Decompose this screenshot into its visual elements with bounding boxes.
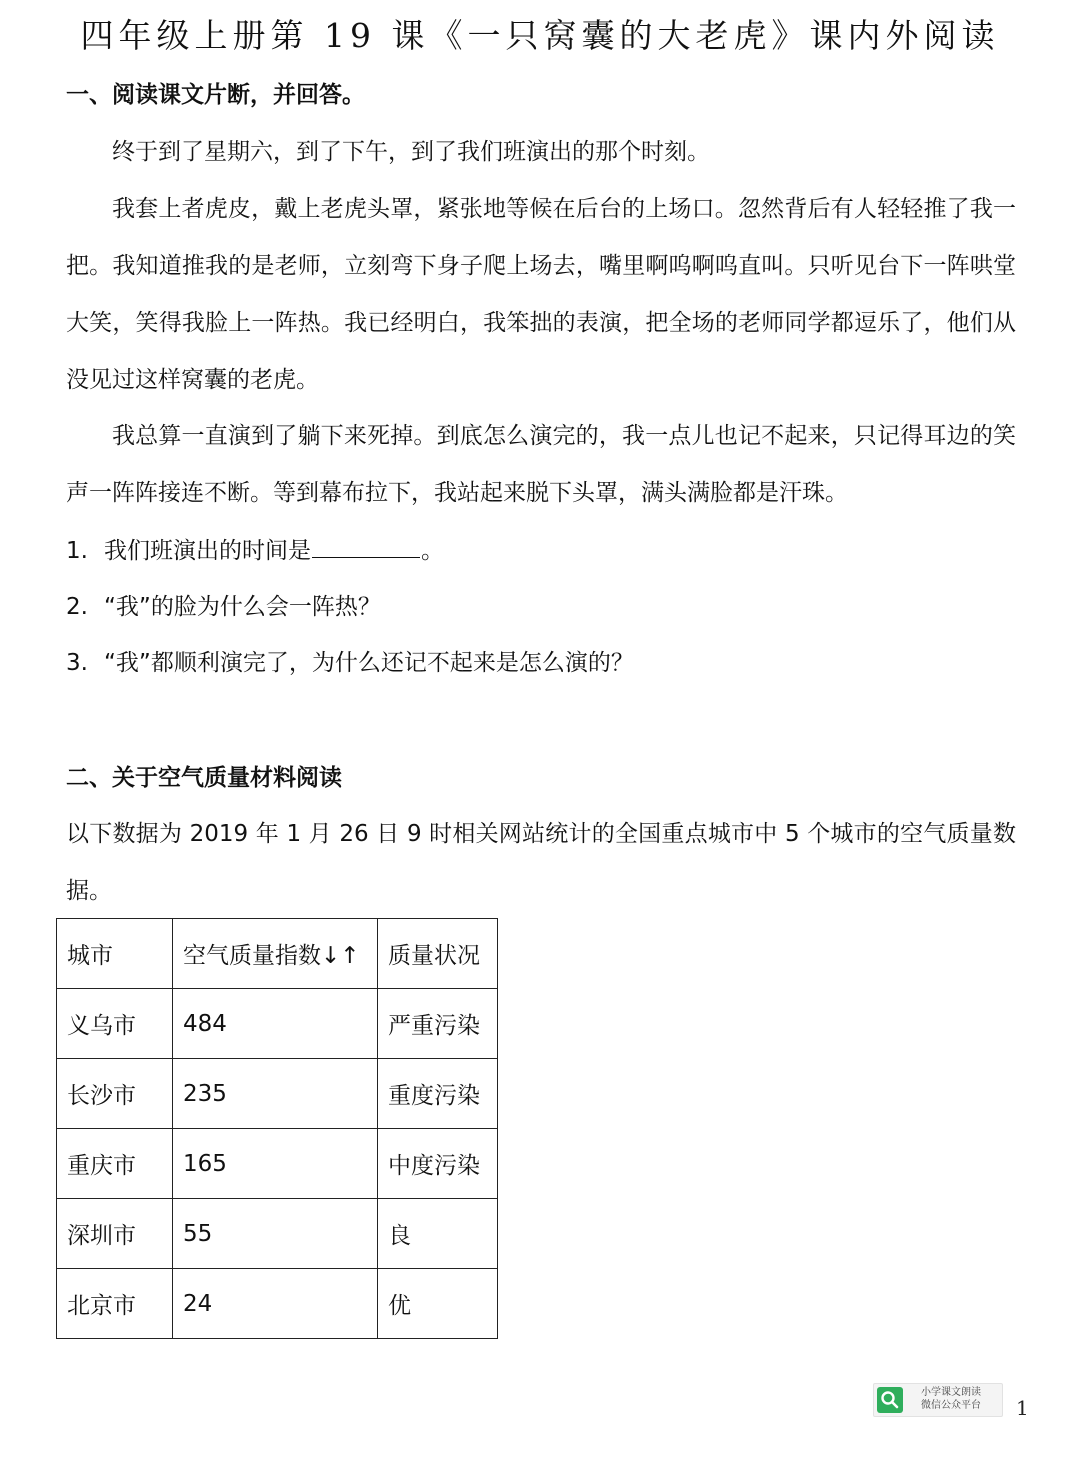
cell-status: 优 <box>378 1269 498 1339</box>
document-title: 四年级上册第 19 课《一只窝囊的大老虎》课内外阅读 <box>80 16 1000 55</box>
table-row <box>57 1059 498 1129</box>
passage-paragraph-2: 我套上者虎皮，戴上老虎头罩，紧张地等候在后台的上场口。忽然背后有人轻轻推了我一把。我知道推我的是老师，立刻弯下身子爬上场去，嘴里啊呜啊呜直叫。只听见台下一阵哄堂大笑，笑得我脸上一阵热。我已经明白，我笨拙的表演，把全场的老师同学都逗乐了，他们从没见过这样窝囊的老虎。 <box>66 196 1016 393</box>
cell-aqi: 165 <box>173 1129 378 1199</box>
watermark-line-2: 微信公众平台 <box>921 1400 981 1411</box>
question-3 <box>66 647 634 679</box>
data-intro-paragraph: 以下数据为 2019 年 1 月 26 日 9 时相关网站统计的全国重点城市中 5 个城市的空气质量数据。 <box>66 821 1016 904</box>
table-row <box>57 1129 498 1199</box>
table-row <box>57 1199 498 1269</box>
watermark-line-1: 小学课文朗读 <box>921 1387 981 1398</box>
cell-city: 深圳市 <box>57 1199 173 1269</box>
cell-city: 重庆市 <box>57 1129 173 1199</box>
question-text: “我”的脸为什么会一阵热？ <box>104 594 381 620</box>
cell-aqi: 24 <box>173 1269 378 1339</box>
search-icon <box>877 1387 903 1413</box>
cell-city: 义乌市 <box>57 989 173 1059</box>
cell-status: 中度污染 <box>378 1129 498 1199</box>
cell-aqi: 55 <box>173 1199 378 1269</box>
table-row <box>57 1269 498 1339</box>
header-status: 质量状况 <box>378 919 498 989</box>
passage-paragraph-3: 我总算一直演到了躺下来死掉。到底怎么演完的，我一点儿也记不起来，只记得耳边的笑声一阵阵接连不断。等到幕布拉下，我站起来脱下头罩，满头满脸都是汗珠。 <box>66 423 1016 506</box>
answer-blank[interactable] <box>312 537 420 558</box>
question-text: “我”都顺利演完了，为什么还记不起来是怎么演的？ <box>104 650 634 676</box>
cell-aqi: 484 <box>173 989 378 1059</box>
question-suffix: 。 <box>421 538 444 564</box>
question-2 <box>66 591 381 623</box>
page-number: 1 <box>1016 1396 1029 1420</box>
table-header-row <box>57 919 498 989</box>
cell-status: 重度污染 <box>378 1059 498 1129</box>
cell-city: 北京市 <box>57 1269 173 1339</box>
passage-paragraph-1: 终于到了星期六，到了下午，到了我们班演出的那个时刻。 <box>112 139 710 165</box>
wechat-watermark <box>873 1383 1003 1417</box>
cell-aqi: 235 <box>173 1059 378 1129</box>
question-text: 我们班演出的时间是 <box>104 538 311 564</box>
table-row <box>57 989 498 1059</box>
header-city: 城市 <box>57 919 173 989</box>
question-number: 2. <box>66 594 88 620</box>
cell-status: 严重污染 <box>378 989 498 1059</box>
cell-city: 长沙市 <box>57 1059 173 1129</box>
cell-status: 良 <box>378 1199 498 1269</box>
question-number: 3. <box>66 650 88 676</box>
question-number: 1. <box>66 538 88 564</box>
question-1 <box>66 535 444 567</box>
section-2-heading: 二、关于空气质量材料阅读 <box>66 765 342 791</box>
air-quality-table <box>56 918 498 1339</box>
header-aqi: 空气质量指数↓↑ <box>173 919 378 989</box>
section-1-heading: 一、阅读课文片断，并回答。 <box>66 82 365 108</box>
